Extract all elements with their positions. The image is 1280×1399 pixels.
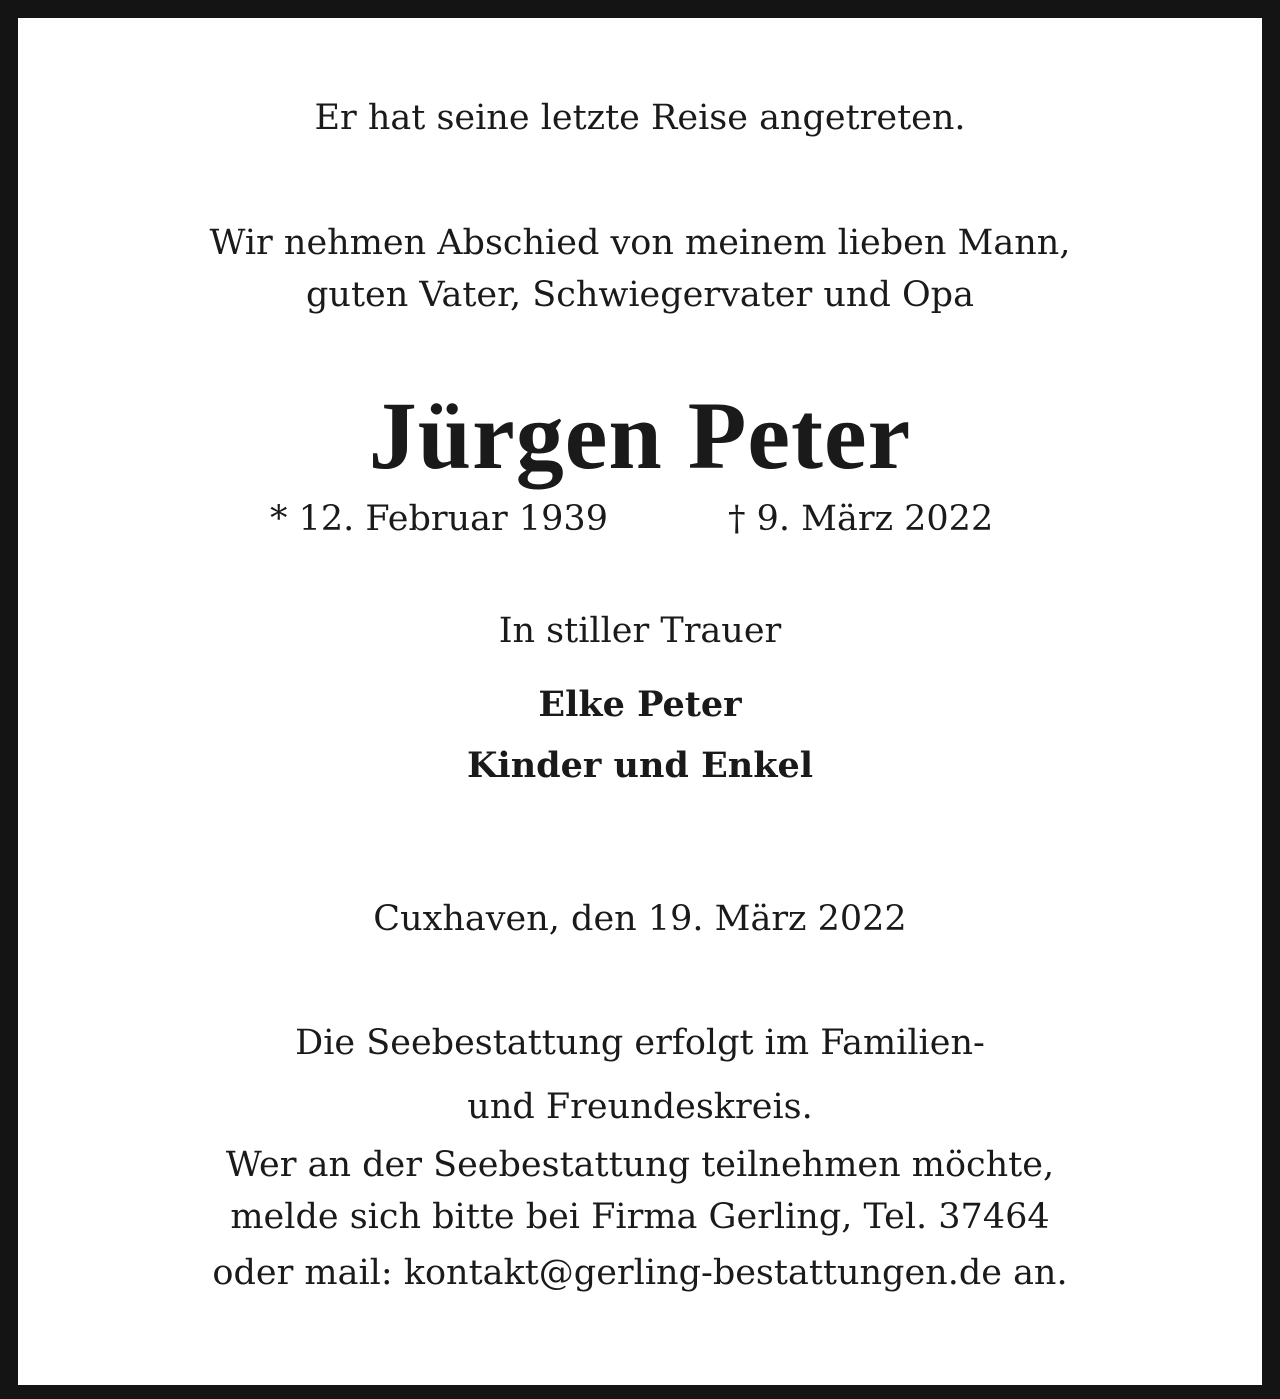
burial-notice-line: Wer an der Seebestattung teilnehmen möchte, [225, 1145, 1055, 1185]
burial-notice-line: Die Seebestattung erfolgt im Familien- [295, 1023, 985, 1063]
farewell-line-2: guten Vater, Schwiegervater und Opa [306, 275, 974, 315]
burial-notice-line: oder mail: kontakt@gerling-bestattungen.de an. [212, 1253, 1068, 1293]
burial-notice-line: und Freundeskreis. [467, 1087, 813, 1127]
mourning-intro: In stiller Trauer [498, 611, 782, 651]
mourner-name: Kinder und Enkel [466, 745, 814, 786]
mourner-name: Elke Peter [538, 684, 742, 725]
burial-notice-line: melde sich bitte bei Firma Gerling, Tel. 37464 [230, 1197, 1050, 1237]
opening-line: Er hat seine letzte Reise angetreten. [314, 98, 966, 138]
death-date: † 9. März 2022 [728, 499, 994, 539]
place-date: Cuxhaven, den 19. März 2022 [373, 899, 907, 939]
deceased-name: Jürgen Peter [368, 382, 912, 489]
birth-date: * 12. Februar 1939 [270, 499, 608, 539]
farewell-line-1: Wir nehmen Abschied von meinem lieben Mann, [209, 223, 1071, 263]
